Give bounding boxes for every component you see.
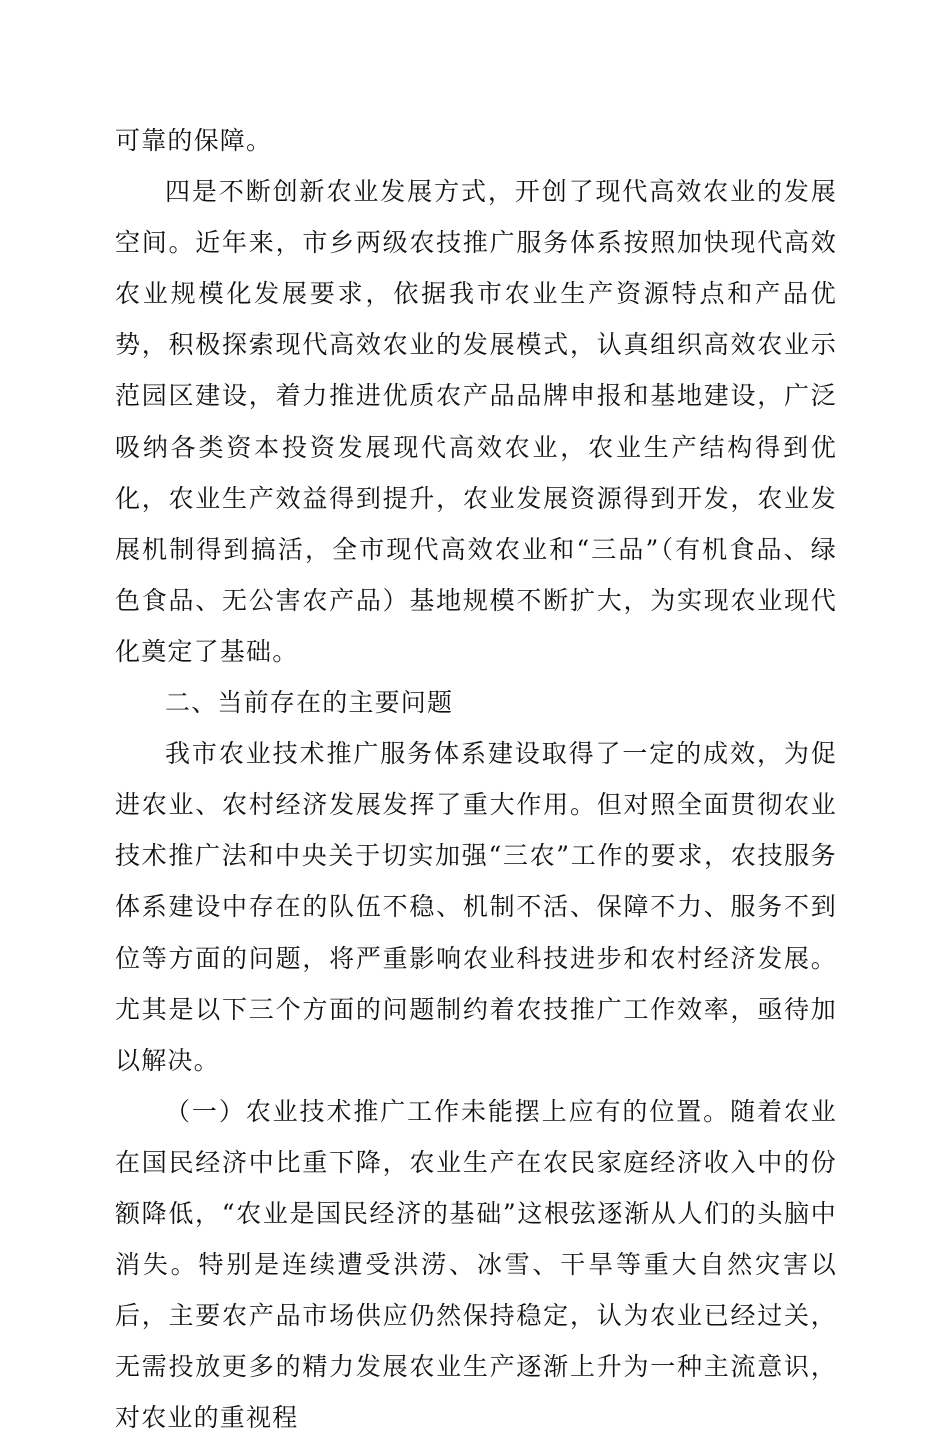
paragraph-problems-overview: 我市农业技术推广服务体系建设取得了一定的成效，为促进农业、农村经济发展发挥了重大作用。但对照全面贯彻农业技术推广法和中央关于切实加强“三农”工作的要求，农技服务体系建设中存在的队伍不稳、机制不活、保障不力、服务不到位等方面的问题，将严重影响农业科技进步和农村经济发展。尤其是以下三个方面的问题制约着农技推广工作效率，亟待加以解决。 bbox=[115, 739, 837, 1075]
section-heading-current-problems: 二、当前存在的主要问题 bbox=[165, 688, 454, 718]
paragraph-problem-one: （一）农业技术推广工作未能摆上应有的位置。随着农业在国民经济中比重下降，农业生产在农民家庭经济收入中的份额降低，“农业是国民经济的基础”这根弦逐渐从人们的头脑中消失。特别是连续遭受洪涝、冰雪、干旱等重大自然灾害以后，主要农产品市场供应仍然保持稳定，认为农业已经过关，无需投放更多的精力发展农业生产逐渐上升为一种主流意识，对农业的重视程 bbox=[115, 1096, 837, 1433]
document-body bbox=[115, 115, 837, 1443]
paragraph-point-four: 四是不断创新农业发展方式，开创了现代高效农业的发展空间。近年来，市乡两级农技推广服务体系按照加快现代高效农业规模化发展要求，依据我市农业生产资源特点和产品优势，积极探索现代高效农业的发展模式，认真组织高效农业示范园区建设，着力推进优质农产品品牌申报和基地建设，广泛吸纳各类资本投资发展现代高效农业，农业生产结构得到优化，农业生产效益得到提升，农业发展资源得到开发，农业发展机制得到搞活，全市现代高效农业和“三品”（有机食品、绿色食品、无公害农产品）基地规模不断扩大，为实现农业现代化奠定了基础。 bbox=[115, 177, 837, 666]
paragraph-continuation: 可靠的保障。 bbox=[115, 126, 273, 155]
